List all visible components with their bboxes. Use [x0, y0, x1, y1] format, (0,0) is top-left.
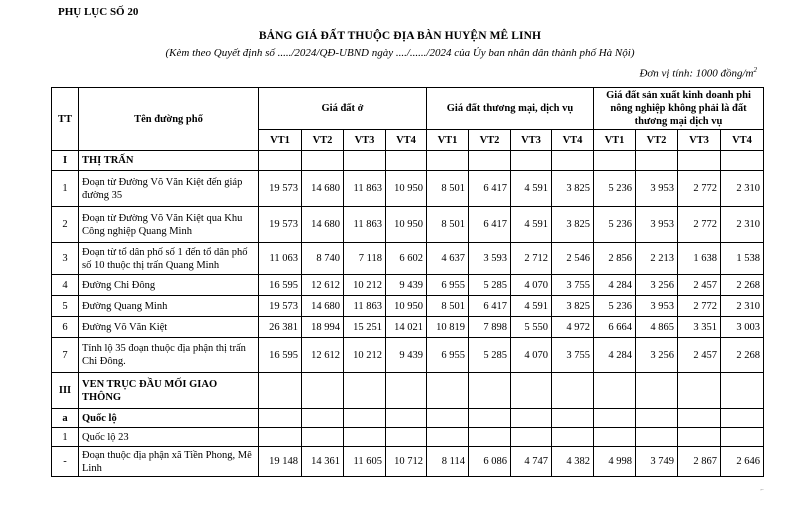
price-cell: 8 740 — [302, 243, 344, 275]
price-cell — [721, 428, 764, 447]
price-cell — [636, 409, 678, 428]
row-street-name: Đường Chi Đông — [79, 275, 259, 296]
price-cell: 3 256 — [636, 275, 678, 296]
price-cell: 2 772 — [678, 171, 721, 207]
price-cell — [469, 151, 511, 171]
price-cell: 8 114 — [427, 447, 469, 477]
price-cell: 14 680 — [302, 296, 344, 317]
price-cell: 8 501 — [427, 171, 469, 207]
price-cell: 3 351 — [678, 317, 721, 338]
price-cell — [469, 409, 511, 428]
table-row — [52, 317, 764, 338]
price-cell: 5 236 — [594, 296, 636, 317]
row-tt: 1 — [52, 428, 79, 447]
price-cell — [386, 409, 427, 428]
price-cell: 12 612 — [302, 338, 344, 373]
row-tt: III — [52, 373, 79, 409]
price-cell — [259, 151, 302, 171]
price-cell: 14 680 — [302, 207, 344, 243]
price-cell: 10 212 — [344, 275, 386, 296]
price-cell — [427, 373, 469, 409]
vt-header: VT3 — [344, 130, 386, 151]
price-cell: 11 063 — [259, 243, 302, 275]
price-cell: 2 268 — [721, 275, 764, 296]
document-subtitle: (Kèm theo Quyết định số ...../2024/QĐ-UBND ngày ..../....../2024 của Ủy ban nhân dân thành phố Hà Nội) — [165, 47, 635, 59]
vt-header: VT3 — [678, 130, 721, 151]
price-cell — [302, 428, 344, 447]
price-cell — [511, 428, 552, 447]
price-cell — [511, 409, 552, 428]
row-tt: 2 — [52, 207, 79, 243]
section-row — [52, 151, 764, 171]
price-cell — [678, 428, 721, 447]
price-cell: 5 550 — [511, 317, 552, 338]
price-cell — [594, 151, 636, 171]
price-cell: 5 236 — [594, 207, 636, 243]
document-title: BẢNG GIÁ ĐẤT THUỘC ĐỊA BÀN HUYỆN MÊ LINH — [258, 30, 542, 42]
price-cell — [427, 428, 469, 447]
price-cell: 11 863 — [344, 296, 386, 317]
row-tt: - — [52, 447, 79, 477]
section-row — [52, 373, 764, 409]
price-cell: 6 602 — [386, 243, 427, 275]
page-corner-mark: ⌐ — [760, 487, 764, 493]
price-cell — [721, 151, 764, 171]
row-tt: 6 — [52, 317, 79, 338]
price-cell — [636, 373, 678, 409]
price-cell — [427, 409, 469, 428]
price-cell: 3 755 — [552, 338, 594, 373]
price-cell: 4 998 — [594, 447, 636, 477]
appendix-label: PHỤ LỤC SỐ 20 — [58, 6, 139, 18]
price-cell: 10 950 — [386, 207, 427, 243]
price-cell — [302, 151, 344, 171]
table-row — [52, 275, 764, 296]
price-cell: 2 856 — [594, 243, 636, 275]
price-cell: 2 457 — [678, 275, 721, 296]
price-cell: 5 236 — [594, 171, 636, 207]
table-row — [52, 428, 764, 447]
row-street-name: Đoạn từ Đường Võ Văn Kiệt qua Khu Công nghiệp Quang Minh — [79, 207, 259, 243]
price-cell: 12 612 — [302, 275, 344, 296]
price-cell — [594, 409, 636, 428]
group-commercial-header: Giá đất thương mại, dịch vụ — [427, 88, 594, 130]
vt-header: VT2 — [469, 130, 511, 151]
table-row — [52, 243, 764, 275]
price-cell: 3 953 — [636, 296, 678, 317]
price-cell: 4 591 — [511, 207, 552, 243]
price-cell: 7 898 — [469, 317, 511, 338]
price-cell: 19 573 — [259, 207, 302, 243]
section-row — [52, 409, 764, 428]
header-row-groups — [52, 88, 764, 130]
price-cell — [552, 151, 594, 171]
price-cell — [344, 373, 386, 409]
table-row — [52, 338, 764, 373]
price-cell: 2 310 — [721, 171, 764, 207]
price-cell — [344, 151, 386, 171]
price-cell: 6 417 — [469, 207, 511, 243]
col-tt-header: TT — [52, 88, 79, 151]
row-tt: a — [52, 409, 79, 428]
price-cell: 4 382 — [552, 447, 594, 477]
price-cell — [678, 373, 721, 409]
price-cell — [636, 151, 678, 171]
price-cell: 3 755 — [552, 275, 594, 296]
row-street-name: Quốc lộ 23 — [79, 428, 259, 447]
price-cell — [552, 428, 594, 447]
price-cell — [552, 409, 594, 428]
price-cell: 4 070 — [511, 338, 552, 373]
price-cell: 10 712 — [386, 447, 427, 477]
price-cell — [386, 373, 427, 409]
price-cell: 4 747 — [511, 447, 552, 477]
vt-header: VT3 — [511, 130, 552, 151]
price-cell: 6 417 — [469, 171, 511, 207]
group-nonagri-header: Giá đất sản xuất kinh doanh phi nông nghiệp không phải là đất thương mại dịch vụ — [594, 88, 764, 130]
row-street-name: Quốc lộ — [79, 409, 259, 428]
price-cell: 2 546 — [552, 243, 594, 275]
price-cell: 6 417 — [469, 296, 511, 317]
price-cell: 1 638 — [678, 243, 721, 275]
price-cell: 3 953 — [636, 171, 678, 207]
price-cell: 4 972 — [552, 317, 594, 338]
price-cell — [386, 428, 427, 447]
vt-header: VT1 — [594, 130, 636, 151]
vt-header: VT1 — [259, 130, 302, 151]
land-price-table — [51, 87, 764, 477]
price-cell — [636, 428, 678, 447]
price-cell: 3 749 — [636, 447, 678, 477]
vt-header: VT4 — [721, 130, 764, 151]
row-street-name: Đoạn từ tổ dân phố số 1 đến tổ dân phố số 10 thuộc thị trấn Quang Minh — [79, 243, 259, 275]
price-cell — [594, 373, 636, 409]
price-cell: 26 381 — [259, 317, 302, 338]
vt-header: VT4 — [386, 130, 427, 151]
row-street-name: THỊ TRẤN — [79, 151, 259, 171]
price-cell: 4 865 — [636, 317, 678, 338]
price-cell: 19 573 — [259, 296, 302, 317]
row-tt: I — [52, 151, 79, 171]
table-row — [52, 447, 764, 477]
price-cell: 7 118 — [344, 243, 386, 275]
price-cell: 5 285 — [469, 338, 511, 373]
price-cell: 14 021 — [386, 317, 427, 338]
price-cell: 8 501 — [427, 207, 469, 243]
price-cell — [344, 409, 386, 428]
price-cell: 4 284 — [594, 338, 636, 373]
table-row — [52, 207, 764, 243]
price-cell: 6 955 — [427, 275, 469, 296]
price-cell: 9 439 — [386, 275, 427, 296]
price-cell — [302, 373, 344, 409]
price-cell — [469, 428, 511, 447]
price-cell: 19 148 — [259, 447, 302, 477]
unit-label: Đơn vị tính: 1000 đồng/$m^2$ — [639, 66, 757, 80]
price-cell: 14 361 — [302, 447, 344, 477]
price-cell: 3 593 — [469, 243, 511, 275]
row-street-name: Tỉnh lộ 35 đoạn thuộc địa phận thị trấn Chi Đông. — [79, 338, 259, 373]
price-cell: 10 212 — [344, 338, 386, 373]
price-cell — [427, 151, 469, 171]
price-cell: 4 637 — [427, 243, 469, 275]
price-cell: 2 772 — [678, 207, 721, 243]
price-cell: 6 664 — [594, 317, 636, 338]
row-street-name: Đường Quang Minh — [79, 296, 259, 317]
price-cell: 14 680 — [302, 171, 344, 207]
price-cell — [552, 373, 594, 409]
price-cell — [302, 409, 344, 428]
row-tt: 4 — [52, 275, 79, 296]
price-cell: 2 712 — [511, 243, 552, 275]
price-cell: 19 573 — [259, 171, 302, 207]
price-cell — [259, 373, 302, 409]
group-residential-header: Giá đất ở — [259, 88, 427, 130]
price-cell: 4 284 — [594, 275, 636, 296]
price-cell: 2 772 — [678, 296, 721, 317]
price-cell — [259, 409, 302, 428]
price-cell: 2 457 — [678, 338, 721, 373]
price-cell: 4 591 — [511, 296, 552, 317]
price-cell: 10 819 — [427, 317, 469, 338]
price-cell: 15 251 — [344, 317, 386, 338]
price-cell: 11 605 — [344, 447, 386, 477]
price-cell: 18 994 — [302, 317, 344, 338]
price-cell: 2 268 — [721, 338, 764, 373]
col-name-header: Tên đường phố — [79, 88, 259, 151]
row-tt: 5 — [52, 296, 79, 317]
row-street-name: VEN TRỤC ĐẦU MỐI GIAO THÔNG — [79, 373, 259, 409]
price-cell — [386, 151, 427, 171]
vt-header: VT2 — [636, 130, 678, 151]
price-cell — [469, 373, 511, 409]
table-row — [52, 171, 764, 207]
price-cell: 3 953 — [636, 207, 678, 243]
price-cell: 4 070 — [511, 275, 552, 296]
row-tt: 7 — [52, 338, 79, 373]
row-tt: 3 — [52, 243, 79, 275]
price-cell: 11 863 — [344, 171, 386, 207]
price-cell: 4 591 — [511, 171, 552, 207]
row-street-name: Đoạn từ Đường Võ Văn Kiệt đến giáp đường 35 — [79, 171, 259, 207]
price-cell: 3 256 — [636, 338, 678, 373]
vt-header: VT2 — [302, 130, 344, 151]
price-cell: 3 825 — [552, 207, 594, 243]
price-cell: 10 950 — [386, 296, 427, 317]
price-cell: 11 863 — [344, 207, 386, 243]
price-cell: 16 595 — [259, 338, 302, 373]
price-cell: 8 501 — [427, 296, 469, 317]
vt-header: VT1 — [427, 130, 469, 151]
price-cell: 2 213 — [636, 243, 678, 275]
price-cell: 2 867 — [678, 447, 721, 477]
price-cell — [511, 151, 552, 171]
row-street-name: Đường Võ Văn Kiệt — [79, 317, 259, 338]
price-cell: 2 646 — [721, 447, 764, 477]
price-cell: 3 825 — [552, 296, 594, 317]
price-cell: 6 955 — [427, 338, 469, 373]
price-cell: 2 310 — [721, 207, 764, 243]
price-cell: 6 086 — [469, 447, 511, 477]
price-cell: 9 439 — [386, 338, 427, 373]
price-cell: 5 285 — [469, 275, 511, 296]
row-tt: 1 — [52, 171, 79, 207]
price-cell: 2 310 — [721, 296, 764, 317]
price-cell: 1 538 — [721, 243, 764, 275]
price-cell: 10 950 — [386, 171, 427, 207]
price-cell — [721, 373, 764, 409]
price-cell — [594, 428, 636, 447]
price-cell: 3 825 — [552, 171, 594, 207]
vt-header: VT4 — [552, 130, 594, 151]
price-cell — [721, 409, 764, 428]
table-row — [52, 296, 764, 317]
price-cell — [678, 409, 721, 428]
table-body — [52, 151, 764, 477]
row-street-name: Đoạn thuộc địa phận xã Tiền Phong, Mê Linh — [79, 447, 259, 477]
price-cell — [678, 151, 721, 171]
price-cell — [511, 373, 552, 409]
price-cell: 3 003 — [721, 317, 764, 338]
price-cell — [259, 428, 302, 447]
price-cell — [344, 428, 386, 447]
price-cell: 16 595 — [259, 275, 302, 296]
